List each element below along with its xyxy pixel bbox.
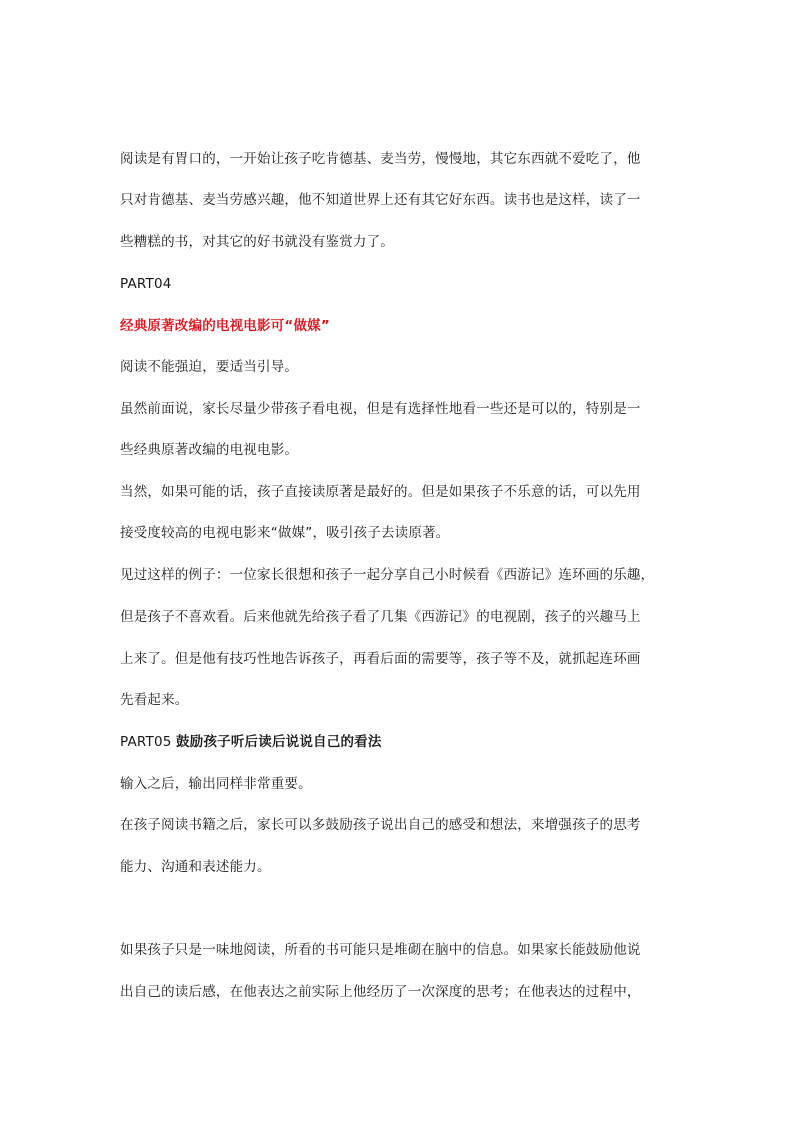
paragraph-line: 虽然前面说，家长尽量少带孩子看电视，但是有选择性地看一些还是可以的，特别是一 xyxy=(120,401,641,417)
paragraph-line: 些经典原著改编的电视电影。 xyxy=(120,442,299,458)
paragraph-line: 些糟糕的书，对其它的好书就没有鉴赏力了。 xyxy=(120,234,394,250)
section-heading-part05 xyxy=(120,733,680,751)
paragraph-line: 接受度较高的电视电影来“做媒”，吸引孩子去读原著。 xyxy=(120,525,450,541)
paragraph-line: 阅读是有胃口的，一开始让孩子吃肯德基、麦当劳，慢慢地，其它东西就不爱吃了，他 xyxy=(120,151,641,167)
paragraph-line: 出自己的读后感，在他表达之前实际上他经历了一次深度的思考；在他表达的过程中， xyxy=(120,984,641,1000)
section-label-part05: PART05 xyxy=(120,734,172,750)
section-label-part04: PART04 xyxy=(120,276,172,292)
paragraph-line: 见过这样的例子：一位家长很想和孩子一起分享自己小时候看《西游记》连环画的乐趣， xyxy=(120,567,655,583)
section-heading-red: 经典原著改编的电视电影可“做媒” xyxy=(120,318,330,334)
paragraph-line: 当然，如果可能的话，孩子直接读原著是最好的。但是如果孩子不乐意的话，可以先用 xyxy=(120,484,641,500)
paragraph-line: 在孩子阅读书籍之后，家长可以多鼓励孩子说出自己的感受和想法，来增强孩子的思考 xyxy=(120,817,641,833)
paragraph-line: 只对肯德基、麦当劳感兴趣，他不知道世界上还有其它好东西。读书也是这样，读了一 xyxy=(120,192,641,208)
paragraph-line: 输入之后，输出同样非常重要。 xyxy=(120,776,312,792)
paragraph-line: 能力、沟通和表述能力。 xyxy=(120,859,271,875)
paragraph-line: 上来了。但是他有技巧性地告诉孩子，再看后面的需要等，孩子等不及，就抓起连环画 xyxy=(120,651,641,667)
paragraph-line: 阅读不能强迫，要适当引导。 xyxy=(120,359,299,375)
paragraph-line: 如果孩子只是一味地阅读，所看的书可能只是堆砌在脑中的信息。如果家长能鼓励他说 xyxy=(120,942,641,958)
paragraph-line: 先看起来。 xyxy=(120,692,189,708)
section-heading-bold: 鼓励孩子听后读后说说自己的看法 xyxy=(176,734,382,750)
paragraph-line: 但是孩子不喜欢看。后来他就先给孩子看了几集《西游记》的电视剧，孩子的兴趣马上 xyxy=(120,609,641,625)
